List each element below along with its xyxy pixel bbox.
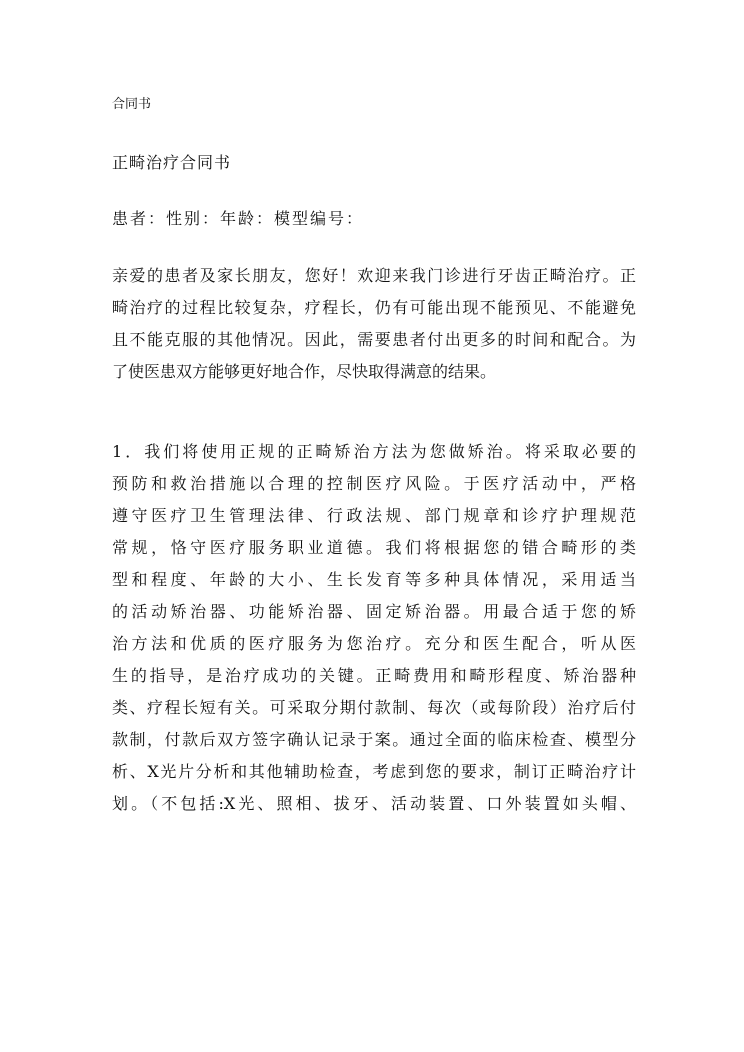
paragraph-line: 常规，恪守医疗服务职业道德。我们将根据您的错合畸形的类 bbox=[112, 538, 636, 557]
document-header: 合同书 bbox=[112, 97, 152, 112]
paragraph-line: 遵守医疗卫生管理法律、行政法规、部门规章和诊疗护理规范 bbox=[112, 506, 636, 525]
paragraph-line: 析、X光片分析和其他辅助检查，考虑到您的要求，制订正畸治疗计 bbox=[112, 762, 636, 781]
patient-info-fields: 患者：性别：年龄：模型编号： bbox=[112, 209, 365, 228]
paragraph-line: 的活动矫治器、功能矫治器、固定矫治器。用最合适于您的矫 bbox=[112, 602, 636, 621]
paragraph-line: 畸治疗的过程比较复杂，疗程长，仍有可能出现不能预见、不能避免 bbox=[112, 298, 636, 317]
clause-1-paragraph bbox=[112, 436, 636, 820]
intro-paragraph bbox=[112, 260, 636, 388]
paragraph-line: 生的指导，是治疗成功的关键。正畸费用和畸形程度、矫治器种 bbox=[112, 666, 636, 685]
paragraph-line: 治方法和优质的医疗服务为您治疗。充分和医生配合，听从医 bbox=[112, 634, 636, 653]
paragraph-line: 且不能克服的其他情况。因此，需要患者付出更多的时间和配合。为 bbox=[112, 330, 636, 349]
paragraph-line: 亲爱的患者及家长朋友，您好！欢迎来我门诊进行牙齿正畸治疗。正 bbox=[112, 266, 636, 285]
paragraph-line: 款制，付款后双方签字确认记录于案。通过全面的临床检查、模型分 bbox=[112, 730, 636, 749]
paragraph-line: 1．我们将使用正规的正畸矫治方法为您做矫治。将采取必要的 bbox=[112, 442, 636, 461]
paragraph-line: 了使医患双方能够更好地合作，尽快取得满意的结果。 bbox=[112, 362, 497, 381]
paragraph-line: 划。（不包括:X光、照相、拔牙、活动装置、口外装置如头帽、 bbox=[112, 794, 636, 813]
paragraph-line: 预防和救治措施以合理的控制医疗风险。于医疗活动中，严格 bbox=[112, 474, 636, 493]
paragraph-line: 类、疗程长短有关。可采取分期付款制、每次（或每阶段）治疗后付 bbox=[112, 698, 636, 717]
paragraph-line: 型和程度、年龄的大小、生长发育等多种具体情况，采用适当 bbox=[112, 570, 636, 589]
document-title: 正畸治疗合同书 bbox=[112, 153, 232, 172]
